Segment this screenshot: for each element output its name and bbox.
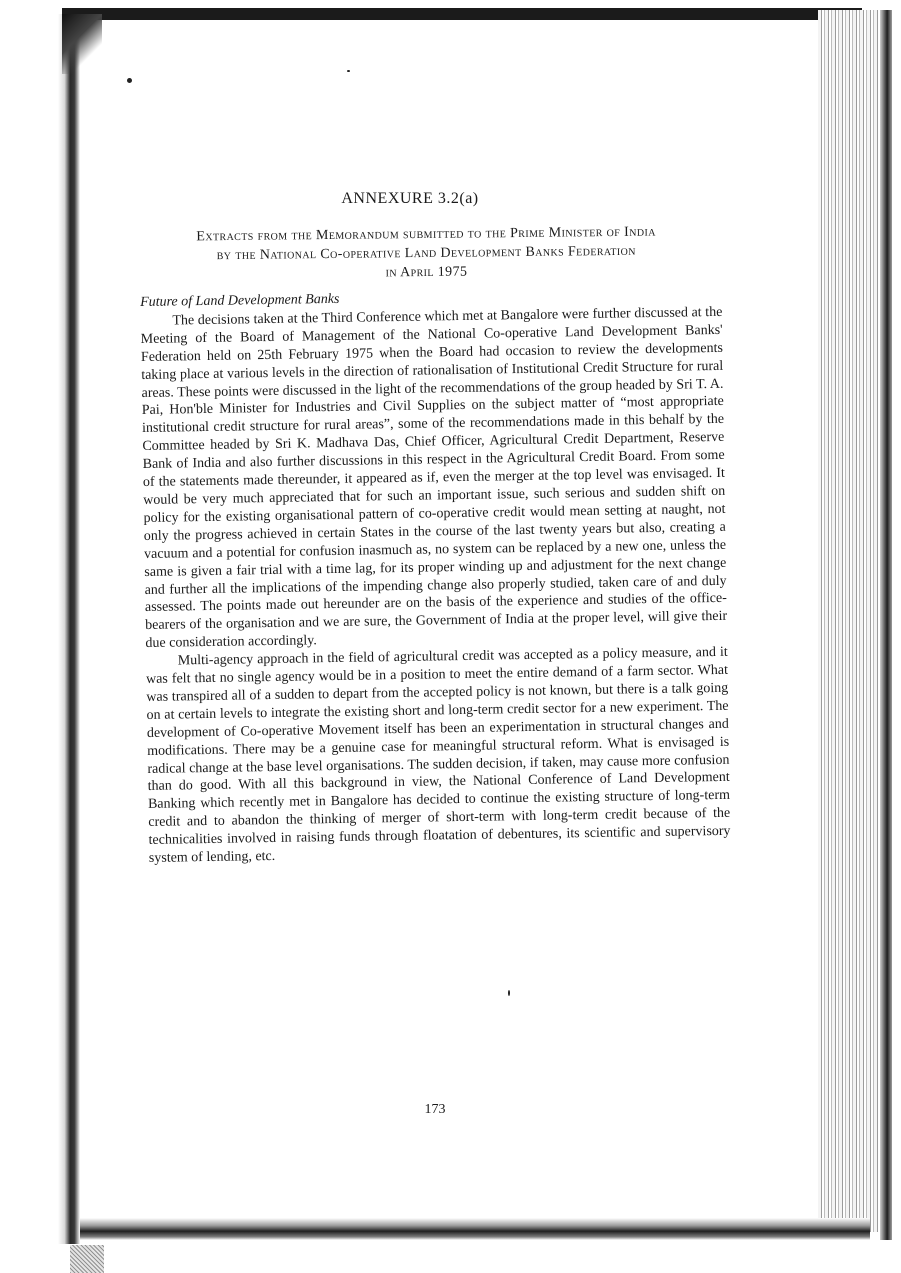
ink-speck xyxy=(347,70,350,72)
document-title xyxy=(136,222,717,285)
title-line-2: by the National Co-operative Land Development Banks Federation xyxy=(216,243,636,264)
title-line-1: Extracts from the Memorandum submitted to the Prime Minister of India xyxy=(196,224,656,245)
ink-speck xyxy=(127,78,132,83)
paragraph-1: The decisions taken at the Third Conference which met at Bangalore were further discussed at the Meeting of the Board of Management of the National Co-operative Land Development Banks' Federation held on 25th February 1975 when the Board had occasion to review the developments taking place at various levels in the direction of rationalisation of Institutional Credit Structure for rural areas. These points were discussed in the light of the recommendations of the group headed by Sri T. A. Pai, Hon'ble Minister for Industries and Civil Supplies on the subject matter of “most appropriate institutional credit structure for rural areas”, some of the recommendations made in this behalf by the Committee headed by Sri K. Madhava Das, Chief Officer, Agricultural Credit Department, Reserve Bank of India and also further discussions in this respect in the Agricultural Credit Board. From some of the statements made thereunder, it appeared as if, even the merger at the top level was envisaged. It would be very much appreciated that for such an important issue, such serious and sudden shift on policy for the existing organisational pattern of co-operative credit would mean setting at naught, not only the progress achieved in certain States in the course of the last twenty years but also, creating a vacuum and a potential for confusion inasmuch as, no system can be replaced by a new one, unless the same is given a fair trial with a time lag, for its proper winding up and adjustment for the next change and further all the implications of the impending change also properly studied, taken care of and duly assessed. The points made out hereunder are on the basis of the experience and studies of the office-bearers of the organisation and we are sure, the Government of India at the proper level, will give their due consideration accordingly. xyxy=(140,304,728,652)
scan-corner-shadow xyxy=(62,14,102,74)
ink-speck xyxy=(508,990,510,996)
scan-bottom-shadow xyxy=(80,1218,870,1240)
body-text xyxy=(140,285,731,868)
annexure-title: ANNEXURE 3.2(a) xyxy=(341,190,479,207)
scan-top-shadow xyxy=(62,8,862,20)
page-number: 173 xyxy=(424,1102,446,1117)
title-line-3: in April 1975 xyxy=(385,264,468,281)
section-heading: Future of Land Development Banks xyxy=(140,291,340,310)
paragraph-2: Multi-agency approach in the field of agricultural credit was accepted as a policy measure, and it was felt that no single agency would be in a position to meet the entire demand of a farm sector. What was transpired all of a sudden to depart from the accepted policy is not known, but there is a talk going on at certain levels to integrate the existing short and long-term credit sector for a new experiment. The development of Co-operative Movement itself has been an experimentation in structural changes and modifications. There may be a genuine case for meaningful structural reform. What is envisaged is radical change at the base level organisations. The sudden decision, if taken, may cause more confusion than do good. With all this background in view, the National Conference of Land Development Banking which recently met in Bangalore has decided to continue the existing structure of long-term credit and to abandon the thinking of merger of short-term with long-term credit because of the technicalities involved in raising funds through floatation of debentures, its scientific and supervisory system of lending, etc. xyxy=(145,644,731,867)
scan-right-edge-shadow xyxy=(880,10,892,1240)
scan-corner-noise xyxy=(70,1245,104,1273)
